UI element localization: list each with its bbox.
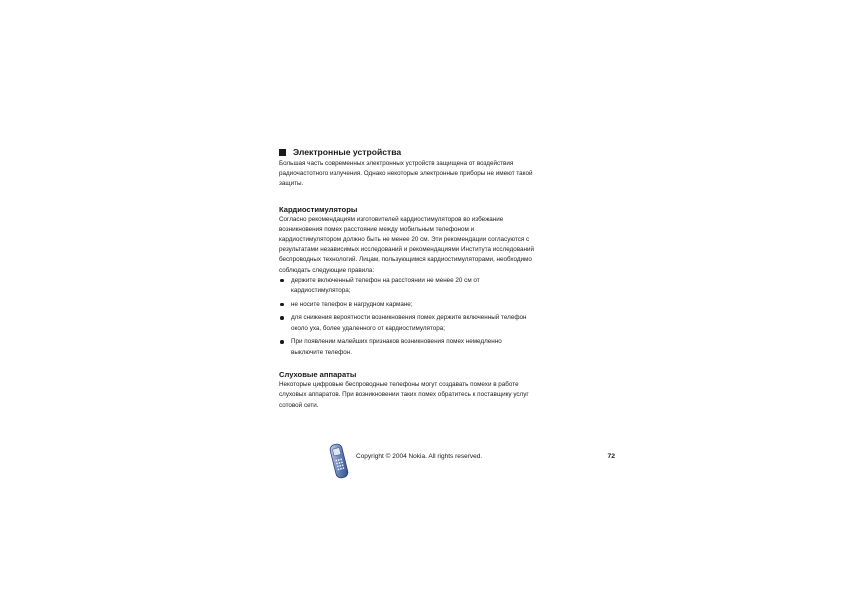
pacemakers-line: Согласно рекомендациям изготовителей кардиостимуляторов во избежание xyxy=(279,215,504,223)
square-bullet-icon xyxy=(279,149,286,156)
intro-line: защиты. xyxy=(279,180,304,188)
pacemakers-heading: Кардиостимуляторы xyxy=(279,204,358,214)
bullet-icon xyxy=(280,316,284,320)
hearing-aids-line: сотовой сети. xyxy=(279,401,319,409)
section-heading xyxy=(279,146,569,158)
pacemakers-line: возникновения помех расстояние между мобильным телефоном и xyxy=(279,225,475,233)
pacemakers-line: результатами независимых исследований и рекомендациями Института исследований xyxy=(279,246,535,254)
pacemakers-line: соблюдать следующие правила: xyxy=(279,266,375,274)
list-item-text: держите включенный телефон на расстоянии не менее 20 см от xyxy=(291,276,480,284)
bullet-icon xyxy=(280,303,284,307)
section-title: Электронные устройства xyxy=(293,147,402,157)
list-item xyxy=(279,276,569,296)
bullet-icon xyxy=(280,279,284,283)
list-item xyxy=(279,300,569,310)
hearing-aids-heading: Слуховые аппараты xyxy=(279,370,357,380)
list-item-text: кардиостимулятора; xyxy=(291,287,351,295)
list-item-text: выключите телефон. xyxy=(291,348,353,356)
hearing-aids-line: слуховых аппаратов. При возникновении таких помех обратитесь к поставщику услуг xyxy=(279,391,529,399)
phone-icon xyxy=(328,442,350,480)
intro-paragraph xyxy=(279,159,569,190)
page-footer xyxy=(328,442,618,482)
hearing-aids-line: Некоторые цифровые беспроводные телефоны могут создавать помехи в работе xyxy=(279,381,519,389)
list-item xyxy=(279,313,569,333)
page-content xyxy=(279,146,569,411)
intro-line: радиочастотного излучения. Однако некоторые электронные приборы не имеют такой xyxy=(279,170,533,178)
intro-line: Большая часть современных электронных устройств защищена от воздействия xyxy=(279,160,514,167)
pacemakers-line: беспроводных технологий. Лицам, пользующимся кардиостимуляторами, необходимо xyxy=(279,256,532,264)
pacemakers-rules-list xyxy=(279,276,569,358)
page-number: 72 xyxy=(607,453,615,460)
pacemakers-line: кардиостимулятором должно быть не менее 20 см. Эти рекомендации согласуются с xyxy=(279,236,530,244)
list-item xyxy=(279,337,569,357)
list-item-text: около уха, более удаленного от кардиостимулятора; xyxy=(291,324,446,332)
pacemakers-paragraph xyxy=(279,215,569,276)
copyright-text: Copyright © 2004 Nokia. All rights reserved. xyxy=(356,453,483,460)
list-item-text: для снижения вероятности возникновения помех держите включенный телефон xyxy=(291,314,527,322)
list-item-text: не носите телефон в нагрудном кармане; xyxy=(291,300,413,308)
hearing-aids-paragraph xyxy=(279,380,569,411)
bullet-icon xyxy=(280,340,284,344)
list-item-text: При появлении малейших признаков возникновения помех немедленно xyxy=(291,338,502,346)
